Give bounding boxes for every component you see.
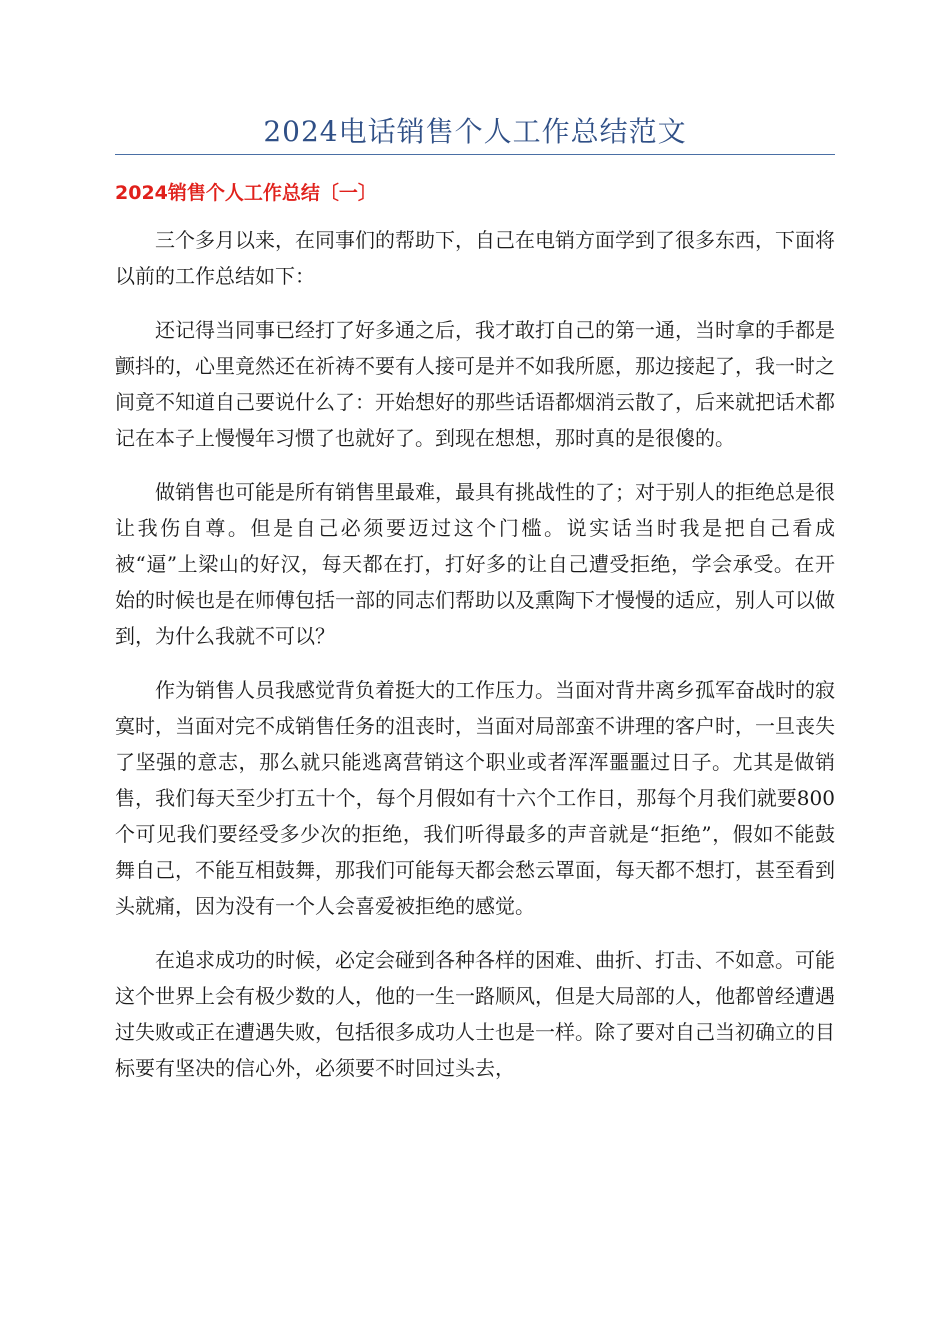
paragraph-3: 做销售也可能是所有销售里最难，最具有挑战性的了；对于别人的拒绝总是很让我伤自尊。但是自己必须要迈过这个门槛。说实话当时我是把自己看成被“逼”上梁山的好汉，每天都在打，打好多的让自己遭受拒绝，学会承受。在开始的时候也是在师傅包括一部的同志们帮助以及熏陶下才慢慢的适应，别人可以做到，为什么我就不可以？ (115, 480, 835, 648)
paragraph-1: 三个多月以来，在同事们的帮助下，自己在电销方面学到了很多东西，下面将以前的工作总结如下： (115, 228, 835, 288)
document-body (115, 222, 835, 1104)
paragraph-4: 作为销售人员我感觉背负着挺大的工作压力。当面对背井离乡孤军奋战时的寂寞时，当面对完不成销售任务的沮丧时，当面对局部蛮不讲理的客户时，一旦丧失了坚强的意志，那么就只能逃离营销这个职业或者浑浑噩噩过日子。尤其是做销售，我们每天至少打五十个，每个月假如有十六个工作日，那每个月我们就要800个可见我们要经受多少次的拒绝，我们听得最多的声音就是“拒绝”，假如不能鼓舞自己，不能互相鼓舞，那我们可能每天都会愁云罩面，每天都不想打，甚至看到头就痛，因为没有一个人会喜爱被拒绝的感觉。 (115, 678, 835, 918)
title-underline (115, 154, 835, 155)
paragraph-2: 还记得当同事已经打了好多通之后，我才敢打自己的第一通，当时拿的手都是颤抖的，心里竟然还在祈祷不要有人接可是并不如我所愿，那边接起了，我一时之间竟不知道自己要说什么了：开始想好的那些话语都烟消云散了，后来就把话术都记在本子上慢慢年习惯了也就好了。到现在想想，那时真的是很傻的。 (115, 318, 835, 450)
section-heading: 2024销售个人工作总结〔一〕 (115, 182, 377, 204)
document-title: 2024电话销售个人工作总结范文 (263, 115, 687, 148)
paragraph-5: 在追求成功的时候，必定会碰到各种各样的困难、曲折、打击、不如意。可能这个世界上会有极少数的人，他的一生一路顺风，但是大局部的人，他都曾经遭遇过失败或正在遭遇失败，包括很多成功人士也是一样。除了要对自己当初确立的目标要有坚决的信心外，必须要不时回过头去， (115, 948, 835, 1080)
